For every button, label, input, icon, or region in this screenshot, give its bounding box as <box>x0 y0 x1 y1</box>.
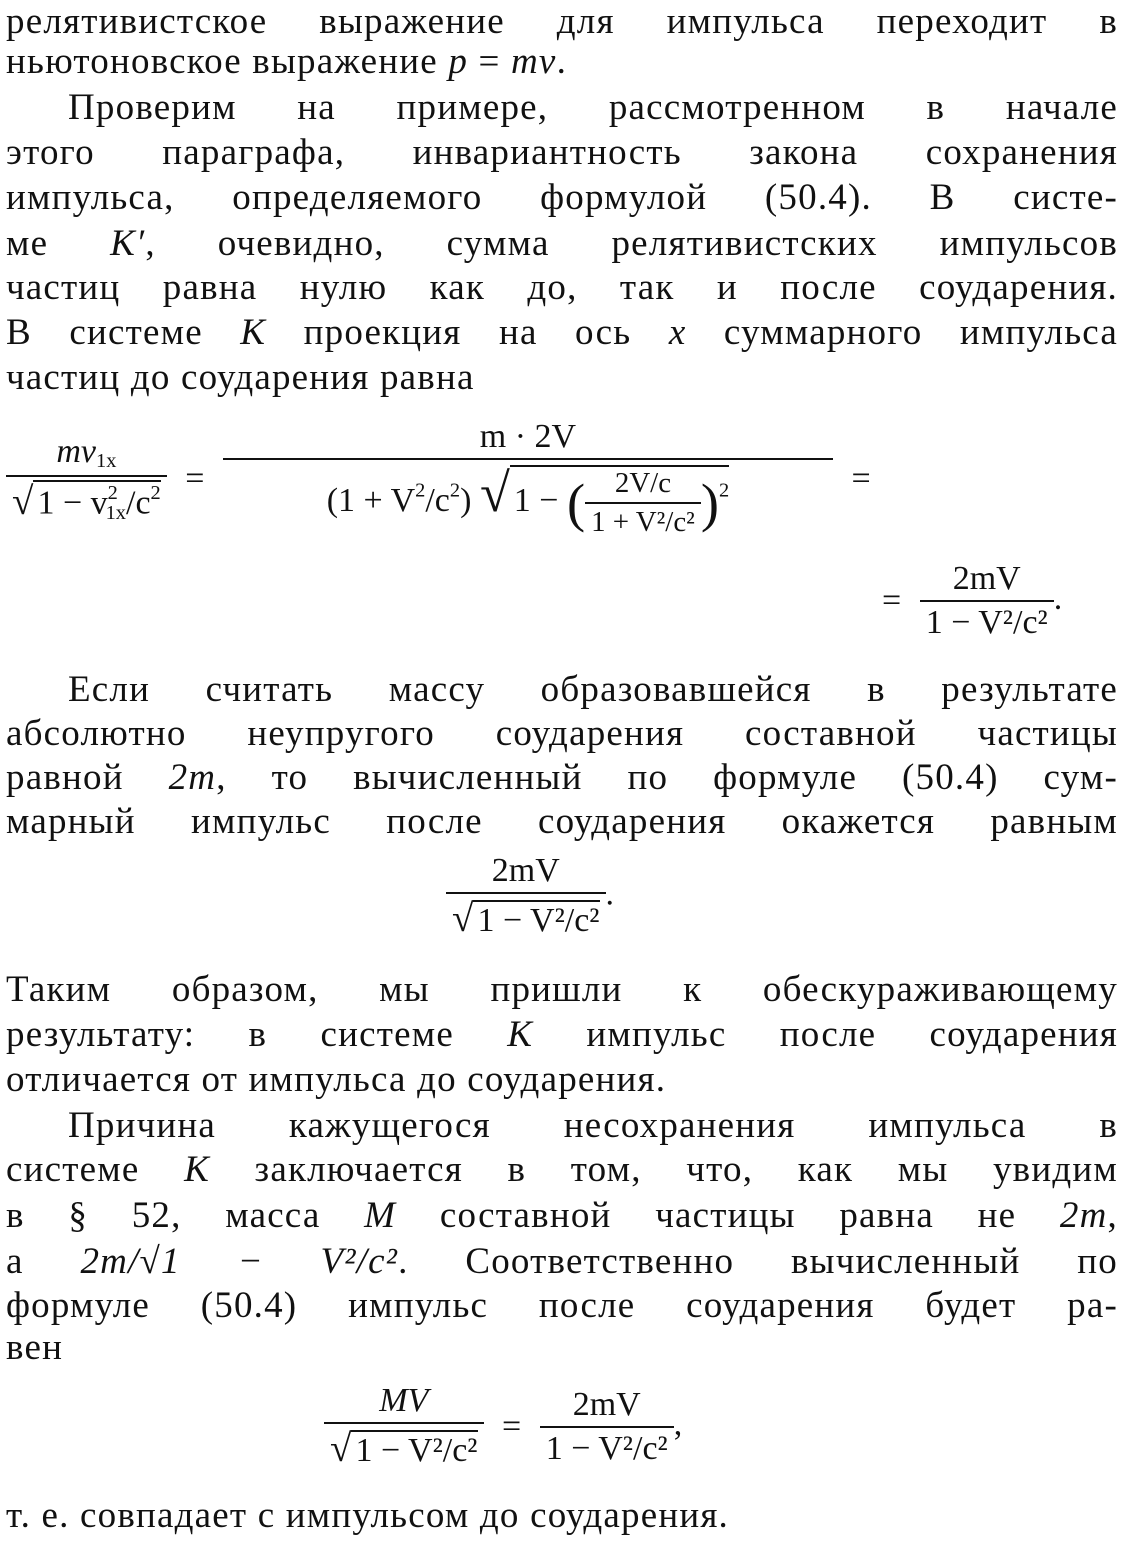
denominator: √ $1 - v^2_{1x}/c^2$ <box>6 475 167 525</box>
math-symbol: x <box>668 312 687 353</box>
equals-sign: = <box>502 1407 522 1445</box>
math-symbol: p <box>448 41 469 82</box>
math-symbol: K <box>184 1149 210 1190</box>
text-span: , то вычисленный по формуле (50.4) сум- <box>216 757 1118 798</box>
sqrt-icon: √ <box>12 479 34 523</box>
math-symbol: K <box>240 312 267 353</box>
text-line: марный импульс после соударения окажется равным <box>6 801 1118 842</box>
fraction <box>446 852 606 941</box>
fraction <box>223 418 833 539</box>
text-line: Таким образом, мы пришли к обескураживающему <box>6 969 1118 1010</box>
math-symbol: K′ <box>110 223 146 264</box>
text-line <box>6 1013 1118 1057</box>
text-span: , очевидно, сумма релятивистских импульсов <box>145 223 1119 264</box>
text-line <box>6 756 1118 800</box>
math-symbol: 2m <box>168 757 217 798</box>
math-symbol: M <box>364 1195 397 1236</box>
numerator: m · 2V <box>479 418 577 455</box>
text-line: частиц равна нулю как до, так и после соударения. <box>6 267 1118 308</box>
text-line: вен <box>6 1327 64 1368</box>
text-line: релятивистское выражение для импульса переходит в <box>6 1 1118 42</box>
text-span: ме <box>6 223 111 264</box>
numerator: 2mV <box>491 852 560 889</box>
text-line: формуле (50.4) импульс после соударения будет ра- <box>6 1285 1118 1326</box>
text-span: проекция на ось <box>266 312 669 353</box>
text-span: ньютоновское выражение <box>6 41 449 82</box>
formula-corrected-momentum: $\frac{MV}{\text{√ 1 − V²/c²}}$ = $\frac{2mV}{\text{1 − V²/c²}}$ , <box>324 1382 682 1471</box>
numerator: $mv_{1x}$ <box>56 432 117 472</box>
text-span: . <box>556 41 568 82</box>
text-span: В системе <box>6 312 241 353</box>
formula-momentum-after: $\frac{2mV}{\text{√ 1 − V²/c²}}$ . <box>446 852 614 941</box>
fraction <box>920 560 1054 642</box>
equals-sign: = <box>185 459 205 497</box>
text-line: отличается от импульса до соударения. <box>6 1059 667 1100</box>
math-symbol: mv <box>511 41 557 82</box>
text-span: импульс после соударения <box>533 1014 1118 1055</box>
text-line <box>6 222 1118 266</box>
denominator: $(1 + V^2/c^2)$ √ 1 − ( $\frac{2V/c}{\text{1 + V²/c²}}$ )$^2$ <box>223 458 833 539</box>
text-line <box>6 40 1118 84</box>
text-line <box>6 1194 1118 1238</box>
text-line: Причина кажущегося несохранения импульса в <box>68 1105 1118 1146</box>
text-line: Проверим на примере, рассмотренном в начале <box>68 87 1118 128</box>
text-span: равной <box>6 757 169 798</box>
text-span: результату: в системе <box>6 1014 508 1055</box>
equals-sign: = <box>851 459 871 497</box>
text-span: = <box>468 41 512 82</box>
text-line: импульса, определяемого формулой (50.4). В систе- <box>6 177 1118 218</box>
denominator: 1 − V²/c² <box>920 600 1054 642</box>
text-line: т. е. совпадает с импульсом до соударения. <box>6 1495 729 1536</box>
numerator: 2mV <box>952 560 1021 597</box>
sqrt-icon: √ <box>479 463 510 523</box>
fraction <box>540 1386 674 1468</box>
text-line <box>6 1148 1118 1192</box>
math-symbol: 2m <box>1059 1195 1108 1236</box>
text-span: , <box>1107 1195 1118 1236</box>
text-line <box>6 1240 1118 1284</box>
denominator: 1 − V²/c² <box>540 1426 674 1468</box>
text-line: частиц до соударения равна <box>6 357 475 398</box>
text-line <box>6 311 1118 355</box>
text-line: абсолютно неупругого соударения составной частицы <box>6 713 1118 754</box>
numerator: MV <box>379 1382 429 1419</box>
math-expression: 2m/√1 − V²/c² <box>80 1241 399 1282</box>
denominator: √ 1 − V²/c² <box>446 892 606 941</box>
text-span: суммарного импульса <box>686 312 1118 353</box>
math-symbol: K <box>507 1014 534 1055</box>
text-span: заключается в том, что, как мы увидим <box>209 1149 1118 1190</box>
sqrt-icon: √ <box>452 897 474 940</box>
text-span: составной частицы равна не <box>396 1195 1060 1236</box>
text-span: . Соответственно вычисленный по <box>398 1241 1119 1282</box>
text-span: а <box>6 1241 81 1282</box>
fraction <box>324 1382 484 1471</box>
text-line: Если считать массу образовавшейся в результате <box>68 669 1118 710</box>
numerator: 2mV <box>572 1385 641 1423</box>
text-span: в § 52, масса <box>6 1195 365 1236</box>
text-line: этого параграфа, инвариантность закона сохранения <box>6 132 1118 173</box>
sqrt-icon: √ <box>330 1427 352 1470</box>
denominator: √ 1 − V²/c² <box>324 1422 484 1471</box>
formula-momentum-before <box>6 418 881 539</box>
equals-sign: = <box>882 582 902 619</box>
text-span: системе <box>6 1149 185 1190</box>
formula-momentum-before-result: = $\frac{2mV}{\text{1 − V²/c²}}$ . <box>872 560 1062 642</box>
fraction <box>6 433 167 525</box>
